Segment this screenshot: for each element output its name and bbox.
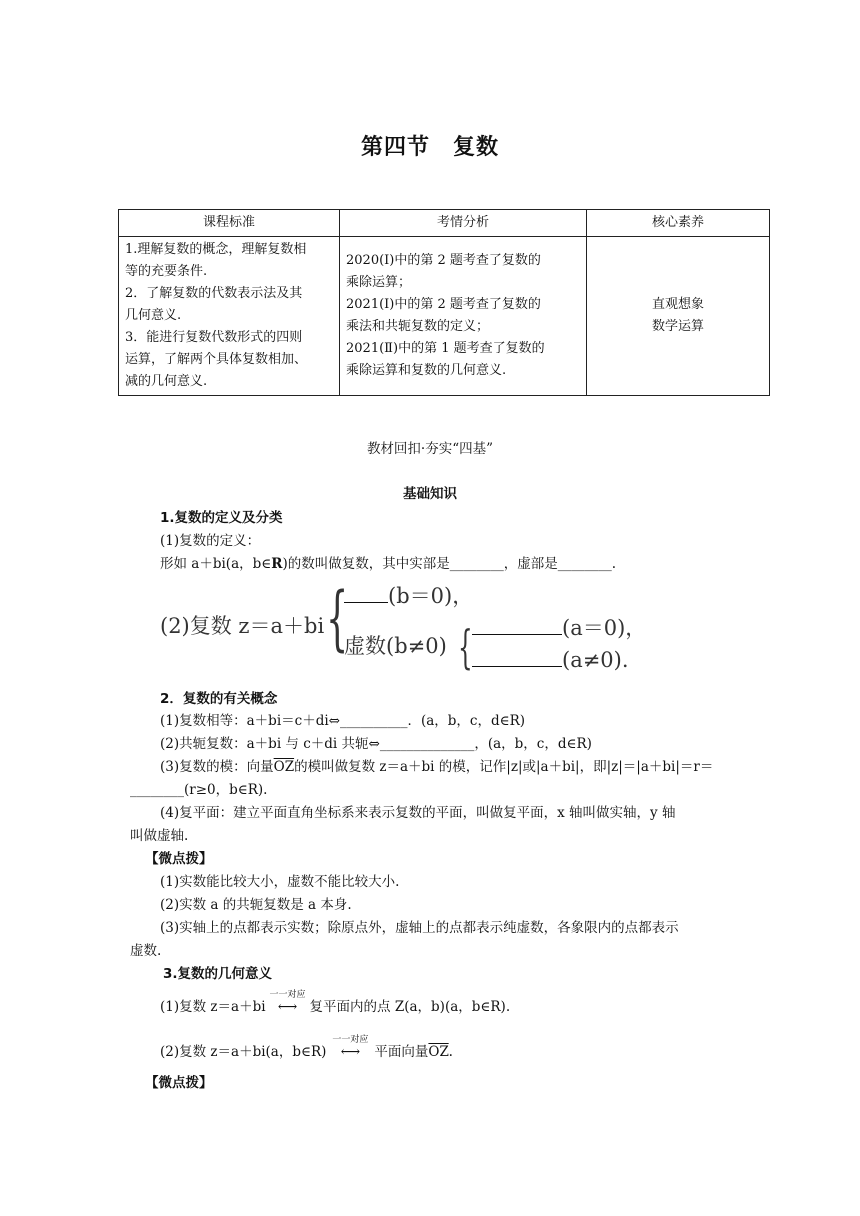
- text-span: )的数叫做复数，其中实部是________，虚部是________.: [282, 556, 617, 572]
- cell-line: 几何意义.: [125, 308, 182, 323]
- classification-opt1: [472, 612, 646, 642]
- vector-oz: $\overline{OZ}$: [273, 759, 295, 775]
- cell-line: 2．了解复数的代数表示法及其: [125, 286, 303, 301]
- blank-line: [344, 588, 388, 603]
- table-cell-literacy: [587, 237, 770, 396]
- text-span: 平面向量: [374, 1044, 429, 1060]
- bidirectional-arrow-icon: 一一对应 ⟷: [266, 996, 310, 1018]
- cell-line: 乘除运算；: [346, 275, 412, 290]
- arrow-label: 一一对应: [269, 990, 306, 1000]
- text-line: (3)实轴上的点都表示实数；除原点外，虚轴上的点都表示纯虚数，各象限内的点都表示: [160, 920, 679, 936]
- text-span: 形如 a＋bi(a，b∈: [160, 556, 272, 572]
- bidirectional-arrow-icon: 一一对应 ⟷: [326, 1041, 374, 1063]
- heading-concepts: 2．复数的有关概念: [160, 691, 278, 707]
- text-line: (1)实数能比较大小，虚数不能比较大小.: [160, 874, 400, 890]
- text-line: (4)复平面：建立平面直角坐标系来表示复数的平面，叫做复平面，x 轴叫做实轴，y 轴: [160, 805, 676, 821]
- blank-line: [472, 652, 562, 667]
- arrow-label: 一一对应: [332, 1035, 369, 1045]
- text-line: [160, 990, 511, 1018]
- vector-oz: $\overline{OZ}$: [428, 1044, 449, 1060]
- curriculum-table: [118, 209, 770, 396]
- text-span: 复平面内的点 Z(a，b)(a，b∈R).: [309, 999, 511, 1015]
- text-span: .: [448, 1044, 453, 1060]
- section-header: 教材回扣·夯实“四基”: [366, 441, 494, 457]
- heading-definition: 1.复数的定义及分类: [160, 510, 283, 526]
- text-span: (1)复数 z＝a＋bi: [160, 999, 266, 1015]
- classification-top: [344, 580, 473, 610]
- cell-line: 3．能进行复数代数形式的四则: [125, 330, 303, 345]
- brace-icon: {: [458, 620, 473, 674]
- table-header-row: [119, 210, 770, 237]
- text-line: (2)实数 a 的共轭复数是 a 本身.: [160, 897, 352, 913]
- table-header: 考情分析: [340, 210, 587, 237]
- heading-geometric: 3.复数的几何意义: [163, 966, 273, 982]
- cell-line: 减的几何意义.: [125, 374, 208, 389]
- classification-prefix: (2)复数 z＝a＋bi: [160, 614, 325, 638]
- cell-line: 乘法和共轭复数的定义；: [346, 319, 490, 334]
- text-line: 虚数.: [130, 943, 162, 959]
- table-header: 课程标准: [119, 210, 340, 237]
- text-span: (a＝0)，: [562, 616, 647, 640]
- tip-heading: 【微点拨】: [145, 851, 213, 867]
- text-line: 叫做虚轴.: [130, 828, 189, 844]
- cell-line: 运算，了解两个具体复数相加、: [125, 352, 308, 367]
- cell-line: 2021(Ⅱ)中的第 1 题考查了复数的: [346, 341, 545, 356]
- text-span: R: [271, 556, 283, 572]
- cell-line: 乘除运算和复数的几何意义.: [346, 363, 507, 378]
- cell-line: 直观想象: [651, 297, 704, 312]
- text-line: ________(r≥0，b∈R).: [130, 782, 268, 798]
- text-line: (1)复数相等：a＋bi＝c＋di⇔__________．(a，b，c，d∈R): [160, 713, 526, 729]
- tip-heading: 【微点拨】: [145, 1075, 213, 1091]
- text-line: [160, 756, 713, 778]
- cell-line: 2020(Ⅰ)中的第 2 题考查了复数的: [346, 253, 541, 268]
- table-cell-analysis: [340, 237, 587, 396]
- page-title: 第四节 复数: [360, 135, 499, 160]
- cell-line: 数学运算: [651, 319, 704, 334]
- text-line: (1)复数的定义：: [160, 533, 261, 549]
- text-span: (2)复数 z＝a＋bi(a，b∈R): [160, 1044, 327, 1060]
- subsection-header: 基础知识: [403, 486, 457, 502]
- text-span: (3)复数的模：向量: [160, 759, 274, 775]
- table-cell-standards: [119, 237, 340, 396]
- blank-line: [472, 620, 562, 635]
- brace-icon: {: [326, 577, 349, 659]
- text-line: [160, 1035, 453, 1063]
- table-row: [119, 237, 770, 396]
- cell-line: 等的充要条件.: [125, 264, 208, 279]
- text-span: 的模叫做复数 z＝a＋bi 的模，记作|z|或|a＋bi|，即|z|＝|a＋bi|＝r＝: [294, 759, 714, 775]
- table-header: 核心素养: [587, 210, 770, 237]
- classification-imag: 虚数(b≠0): [344, 634, 447, 658]
- cell-line: 1.理解复数的概念，理解复数相: [125, 242, 307, 257]
- text-span: (a≠0).: [562, 648, 629, 672]
- text-line: [160, 553, 616, 575]
- classification-opt2: [472, 648, 629, 672]
- cell-line: 2021(Ⅰ)中的第 2 题考查了复数的: [346, 297, 541, 312]
- text-line: (2)共轭复数：a＋bi 与 c＋di 共轭⇔______________，(a，b，c，d∈R): [160, 736, 592, 752]
- text-span: (b＝0)，: [388, 584, 474, 608]
